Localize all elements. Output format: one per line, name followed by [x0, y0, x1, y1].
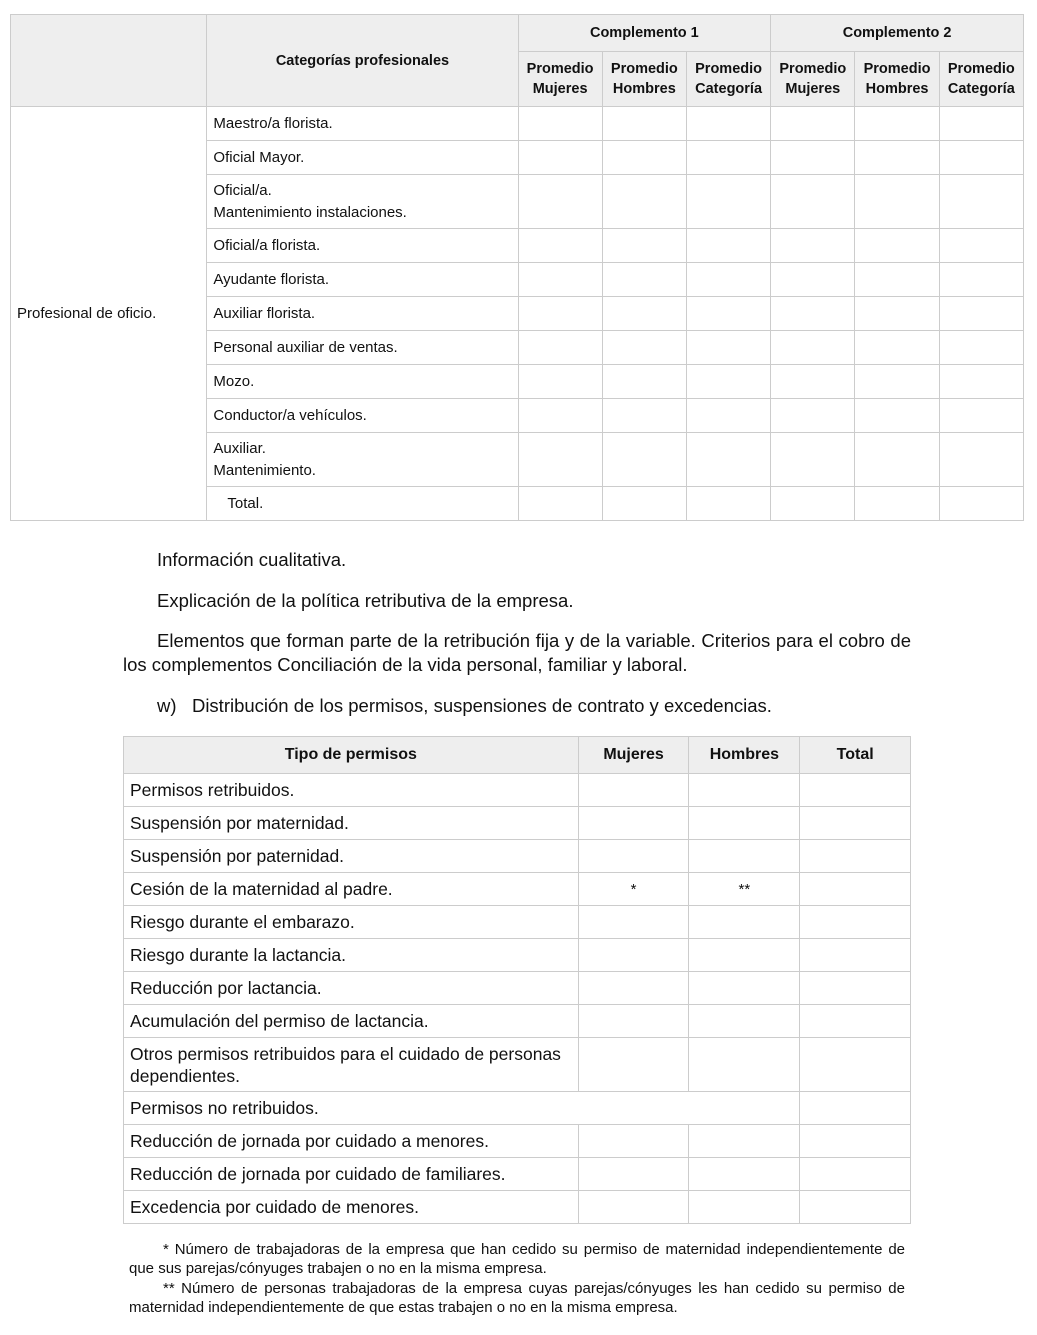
- category-cell: Maestro/a florista.: [207, 107, 518, 141]
- hombres-cell[interactable]: [689, 774, 800, 807]
- value-cell[interactable]: [518, 175, 602, 229]
- total-cell[interactable]: [800, 774, 911, 807]
- value-cell[interactable]: [939, 107, 1023, 141]
- value-cell[interactable]: [518, 331, 602, 365]
- table-row: [124, 939, 911, 972]
- value-cell[interactable]: [855, 175, 939, 229]
- table-row: [124, 873, 911, 906]
- mujeres-cell[interactable]: [578, 1005, 689, 1038]
- paragraph-elementos-retribucion: Elementos que forman parte de la retribución fija y de la variable. Criterios para el cobro de los complementos Conciliación de la vida personal, familiar y laboral.: [123, 630, 911, 675]
- value-cell[interactable]: [686, 107, 770, 141]
- footnote-2: ** Número de personas trabajadoras de la empresa cuyas parejas/cónyuges les han cedido su permiso de maternidad independientemente de que estas trabajen o no en la misma empresa.: [129, 1280, 905, 1316]
- paragraph-info-cualitativa: Información cualitativa.: [157, 549, 347, 570]
- value-cell[interactable]: [686, 331, 770, 365]
- permit-label: Suspensión por paternidad.: [124, 840, 579, 873]
- value-cell[interactable]: [602, 229, 686, 263]
- value-cell[interactable]: [939, 433, 1023, 487]
- section-title: Distribución de los permisos, suspensiones de contrato y excedencias.: [191, 695, 772, 716]
- table-row: [124, 1005, 911, 1038]
- category-cell: Oficial/a florista.: [207, 229, 518, 263]
- value-cell[interactable]: [939, 331, 1023, 365]
- value-cell[interactable]: [686, 175, 770, 229]
- mujeres-cell[interactable]: [578, 1158, 689, 1191]
- table-row: [124, 1191, 911, 1224]
- value-cell[interactable]: [771, 331, 855, 365]
- value-cell[interactable]: [771, 229, 855, 263]
- value-cell[interactable]: [686, 229, 770, 263]
- table-row: [124, 1125, 911, 1158]
- value-cell[interactable]: [602, 365, 686, 399]
- value-cell[interactable]: [771, 433, 855, 487]
- category-cell: Conductor/a vehículos.: [207, 399, 518, 433]
- value-cell[interactable]: [602, 331, 686, 365]
- category-cell: Ayudante florista.: [207, 263, 518, 297]
- total-cell[interactable]: [800, 972, 911, 1005]
- value-cell[interactable]: [686, 365, 770, 399]
- total-cell[interactable]: [800, 807, 911, 840]
- value-cell[interactable]: [686, 433, 770, 487]
- permit-label: Riesgo durante la lactancia.: [124, 939, 579, 972]
- category-cell: Auxiliar florista.: [207, 297, 518, 331]
- value-cell[interactable]: [518, 141, 602, 175]
- table-row: [124, 972, 911, 1005]
- value-cell[interactable]: [771, 107, 855, 141]
- total-cell[interactable]: [800, 1191, 911, 1224]
- value-cell[interactable]: [855, 399, 939, 433]
- section-marker: w): [157, 695, 177, 716]
- header-categorias: Categorías profesionales: [207, 15, 518, 107]
- value-cell[interactable]: [686, 297, 770, 331]
- value-cell[interactable]: [771, 141, 855, 175]
- total-cell[interactable]: [800, 1125, 911, 1158]
- value-cell[interactable]: [939, 487, 1023, 521]
- hombres-cell[interactable]: [689, 840, 800, 873]
- value-cell[interactable]: [602, 263, 686, 297]
- mujeres-cell[interactable]: [578, 972, 689, 1005]
- category-cell: Personal auxiliar de ventas.: [207, 331, 518, 365]
- header-c2-promedio-mujeres: Promedio Mujeres: [771, 52, 855, 107]
- value-cell[interactable]: [771, 175, 855, 229]
- category-cell: Oficial Mayor.: [207, 141, 518, 175]
- value-cell[interactable]: [771, 487, 855, 521]
- total-cell[interactable]: [800, 840, 911, 873]
- value-cell[interactable]: [602, 141, 686, 175]
- value-cell[interactable]: [518, 263, 602, 297]
- header-c2-promedio-hombres: Promedio Hombres: [855, 52, 939, 107]
- value-cell[interactable]: [855, 331, 939, 365]
- mujeres-cell[interactable]: [578, 1038, 689, 1092]
- permit-label: Suspensión por maternidad.: [124, 807, 579, 840]
- header-blank: [11, 15, 207, 107]
- mujeres-cell[interactable]: [578, 906, 689, 939]
- value-cell[interactable]: [771, 365, 855, 399]
- value-cell[interactable]: [939, 399, 1023, 433]
- value-cell[interactable]: [855, 107, 939, 141]
- total-cell[interactable]: [800, 906, 911, 939]
- table-row: [124, 906, 911, 939]
- value-cell[interactable]: [686, 263, 770, 297]
- header-hombres: Hombres: [689, 737, 800, 774]
- value-cell[interactable]: [518, 365, 602, 399]
- total-cell[interactable]: [800, 939, 911, 972]
- mujeres-cell[interactable]: [578, 807, 689, 840]
- paragraph-politica-retributiva: Explicación de la política retributiva de la empresa.: [157, 590, 574, 611]
- total-label: Total.: [207, 487, 518, 521]
- value-cell[interactable]: [939, 229, 1023, 263]
- permit-label: Permisos retribuidos.: [124, 774, 579, 807]
- hombres-cell[interactable]: **: [689, 873, 800, 906]
- hombres-cell[interactable]: [689, 1158, 800, 1191]
- value-cell[interactable]: [771, 297, 855, 331]
- permit-label: Reducción de jornada por cuidado de familiares.: [124, 1158, 579, 1191]
- value-cell[interactable]: [939, 141, 1023, 175]
- value-cell[interactable]: [855, 297, 939, 331]
- value-cell[interactable]: [518, 399, 602, 433]
- hombres-cell[interactable]: [689, 939, 800, 972]
- hombres-cell[interactable]: [689, 1038, 800, 1092]
- hombres-cell[interactable]: [689, 1005, 800, 1038]
- category-cell: Auxiliar. Mantenimiento.: [207, 433, 518, 487]
- value-cell[interactable]: [518, 297, 602, 331]
- header-c2-promedio-categoria: Promedio Categoría: [939, 52, 1023, 107]
- table-row-section: [124, 1092, 911, 1125]
- hombres-cell[interactable]: [689, 807, 800, 840]
- table-row: [124, 840, 911, 873]
- table-row: [124, 1038, 911, 1092]
- value-cell[interactable]: [518, 229, 602, 263]
- value-cell[interactable]: [602, 107, 686, 141]
- value-cell[interactable]: [939, 365, 1023, 399]
- hombres-cell[interactable]: [689, 972, 800, 1005]
- mujeres-cell[interactable]: *: [578, 873, 689, 906]
- permits-table: [123, 736, 911, 1224]
- hombres-cell[interactable]: [689, 1191, 800, 1224]
- value-cell[interactable]: [939, 175, 1023, 229]
- value-cell[interactable]: [855, 487, 939, 521]
- group-label: Profesional de oficio.: [11, 107, 207, 521]
- total-cell[interactable]: [800, 873, 911, 906]
- header-mujeres: Mujeres: [578, 737, 689, 774]
- value-cell[interactable]: [855, 365, 939, 399]
- header-tipo-permisos: Tipo de permisos: [124, 737, 579, 774]
- salary-complements-table: [10, 14, 1024, 521]
- value-cell[interactable]: [771, 399, 855, 433]
- total-cell[interactable]: [800, 1092, 911, 1125]
- permit-label: Riesgo durante el embarazo.: [124, 906, 579, 939]
- header-c1-promedio-mujeres: Promedio Mujeres: [518, 52, 602, 107]
- value-cell[interactable]: [518, 107, 602, 141]
- value-cell[interactable]: [686, 487, 770, 521]
- permit-label: Acumulación del permiso de lactancia.: [124, 1005, 579, 1038]
- value-cell[interactable]: [771, 263, 855, 297]
- total-cell[interactable]: [800, 1158, 911, 1191]
- permit-label: Cesión de la maternidad al padre.: [124, 873, 579, 906]
- hombres-cell[interactable]: [689, 1125, 800, 1158]
- total-cell[interactable]: [800, 1005, 911, 1038]
- mujeres-cell[interactable]: [578, 1125, 689, 1158]
- permit-label: Excedencia por cuidado de menores.: [124, 1191, 579, 1224]
- mujeres-cell[interactable]: [578, 774, 689, 807]
- category-cell: Oficial/a. Mantenimiento instalaciones.: [207, 175, 518, 229]
- header-total: Total: [800, 737, 911, 774]
- value-cell[interactable]: [602, 433, 686, 487]
- table-row: [11, 107, 1024, 141]
- value-cell[interactable]: [855, 229, 939, 263]
- table-row: [124, 807, 911, 840]
- value-cell[interactable]: [686, 141, 770, 175]
- table-row: [124, 1158, 911, 1191]
- header-c1-promedio-categoria: Promedio Categoría: [686, 52, 770, 107]
- permit-section-label: Permisos no retribuidos.: [124, 1092, 800, 1125]
- mujeres-cell[interactable]: [578, 1191, 689, 1224]
- category-cell: Mozo.: [207, 365, 518, 399]
- value-cell[interactable]: [602, 399, 686, 433]
- total-cell[interactable]: [800, 1038, 911, 1092]
- value-cell[interactable]: [939, 263, 1023, 297]
- value-cell[interactable]: [602, 487, 686, 521]
- footnote-1: * Número de trabajadoras de la empresa que han cedido su permiso de maternidad independientemente de que sus parejas/cónyuges trabajen o no en la misma empresa.: [129, 1241, 905, 1277]
- table-row: [124, 774, 911, 807]
- mujeres-cell[interactable]: [578, 939, 689, 972]
- header-complemento-2: Complemento 2: [771, 15, 1024, 52]
- permit-label: Reducción por lactancia.: [124, 972, 579, 1005]
- value-cell[interactable]: [939, 297, 1023, 331]
- value-cell[interactable]: [518, 487, 602, 521]
- mujeres-cell[interactable]: [578, 840, 689, 873]
- value-cell[interactable]: [686, 399, 770, 433]
- value-cell[interactable]: [855, 141, 939, 175]
- header-c1-promedio-hombres: Promedio Hombres: [602, 52, 686, 107]
- value-cell[interactable]: [602, 297, 686, 331]
- permit-label: Reducción de jornada por cuidado a menores.: [124, 1125, 579, 1158]
- value-cell[interactable]: [855, 433, 939, 487]
- section-heading-w: [123, 694, 911, 718]
- value-cell[interactable]: [518, 433, 602, 487]
- hombres-cell[interactable]: [689, 906, 800, 939]
- header-complemento-1: Complemento 1: [518, 15, 771, 52]
- permit-label: Otros permisos retribuidos para el cuidado de personas dependientes.: [124, 1038, 579, 1092]
- value-cell[interactable]: [602, 175, 686, 229]
- value-cell[interactable]: [855, 263, 939, 297]
